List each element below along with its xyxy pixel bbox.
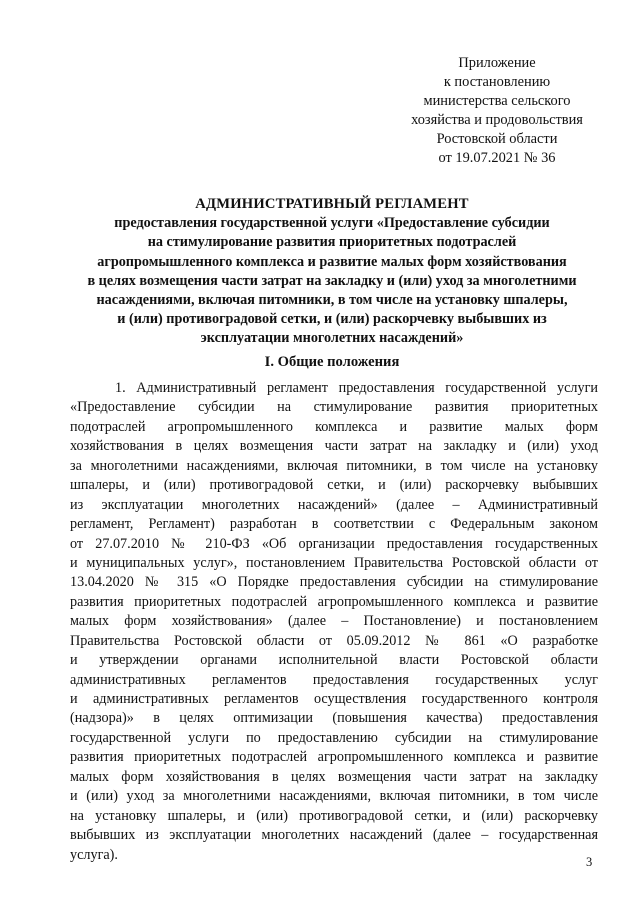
title-line: и (или) противоградовой сетки, и (или) раскорчевку выбывших из [117,311,547,328]
paragraph-line: и муниципальных услуг», постановлением Правительства Ростовской области от [70,554,598,571]
paragraph-line: шпалеры, и (или) противоградовой сетки, и (или) раскорчевку выбывших [70,477,598,494]
paragraph-line: «Предоставление субсидии на стимулирование развития приоритетных [70,399,598,416]
section-heading: I. Общие положения [264,354,400,370]
paragraph-line: услуга). [70,846,118,863]
appendix-line: Ростовской области [436,131,558,147]
paragraph-line: регламент, Регламент) разработан в соответствии с Федеральным законом [70,516,598,533]
paragraph-line: 1. Административный регламент предоставления государственной услуги [115,380,598,396]
paragraph-line: государственной услуги по предоставлению субсидии на стимулирование [70,729,598,746]
paragraph-line: административных регламентов предоставления государственных услуг [70,671,598,688]
appendix-line: министерства сельского [423,93,571,109]
page-number: 3 [586,855,593,869]
paragraph-line: малых форм хозяйствования в целях возмещения части затрат на закладку [70,768,598,785]
document-title-block [66,195,598,349]
appendix-line: от 19.07.2021 № 36 [438,150,556,166]
paragraph-line: и утверждении органами исполнительной власти Ростовской области [70,652,598,669]
title-line: агропромышленного комплекса и развитие малых форм хозяйствования [97,253,567,270]
paragraph-line: и (или) уход за многолетними насаждениями, включая питомники, в том числе [70,788,598,805]
paragraph-line: 13.04.2020 № 315 «О Порядке предоставления субсидии на стимулирование [70,574,598,591]
appendix-line: Приложение [458,55,536,71]
paragraph-line: (надзора)» в целях оптимизации (повышения качества) предоставления [70,710,598,727]
appendix-header [404,54,590,168]
appendix-line: к постановлению [443,74,551,90]
title-line: на стимулирование развития приоритетных подотраслей [147,234,517,251]
paragraph-line: Правительства Ростовской области от 05.09.2012 № 861 «О разработке [70,632,598,649]
paragraph-1 [70,379,598,865]
title-line: насаждениями, включая питомники, в том числе на установку шпалеры, [96,292,568,309]
paragraph-line: развития приоритетных подотраслей агропромышленного комплекса и развитие [70,749,598,766]
paragraph-line: малых форм хозяйствования» (далее – Постановление) и постановлением [70,613,598,630]
paragraph-line: и административных регламентов осуществления государственного контроля [70,691,598,707]
appendix-line: хозяйства и продовольствия [411,112,583,128]
paragraph-line: развития приоритетных подотраслей агропромышленного комплекса и развитие [70,593,598,610]
paragraph-line: выбывших из эксплуатации многолетних насаждений (далее – государственная [70,827,598,844]
paragraph-line: на установку шпалеры, и (или) противоградовой сетки, и (или) раскорчевку [70,807,598,824]
paragraph-line: за многолетними насаждениями, включая питомники, в том числе на установку [70,457,598,474]
title-line: предоставления государственной услуги «Предоставление субсидии [114,215,550,232]
paragraph-line: из эксплуатации многолетних насаждений» (далее – Административный [70,496,598,513]
paragraph-line: подотраслей агропромышленного комплекса и развитие малых форм [70,418,598,435]
title-line: в целях возмещения части затрат на закладку и (или) уход за многолетними [87,272,577,289]
paragraph-line: от 27.07.2010 № 210-ФЗ «Об организации предоставления государственных [70,535,598,552]
document-title: АДМИНИСТРАТИВНЫЙ РЕГЛАМЕНТ [195,196,469,212]
title-line: эксплуатации многолетних насаждений» [200,330,464,347]
paragraph-line: хозяйствования в целях возмещения части затрат на закладку и (или) уход [70,438,598,455]
